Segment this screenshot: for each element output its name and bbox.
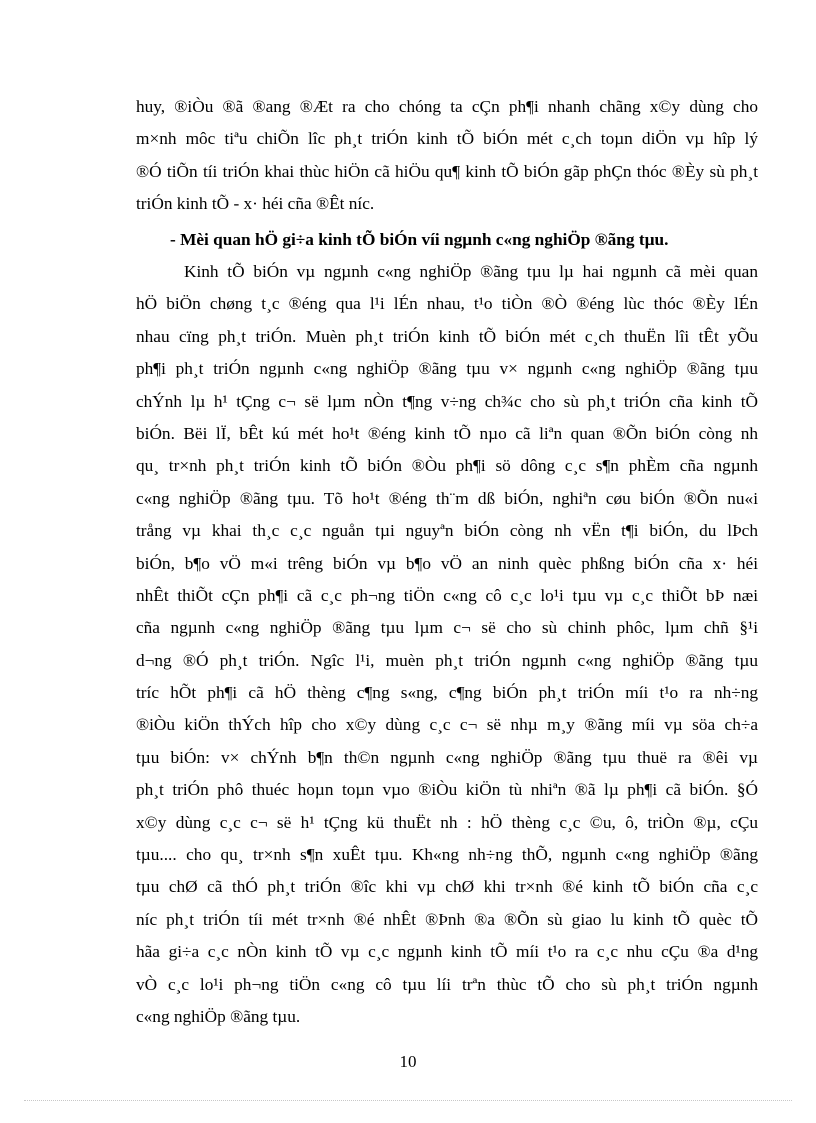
text-line: tµu chØ cã thÓ ph¸t triÓn ®îc khi vµ chØ khi tr×nh ®é kinh tÕ biÓn cña c¸c	[136, 877, 758, 897]
intro-paragraph	[136, 91, 758, 221]
text-line: ph¶i ph¸t triÓn ngµnh c«ng nghiÖp ®ãng tµu v× ngµnh c«ng nghiÖp ®ãng tµu	[136, 359, 758, 379]
page-divider	[24, 1100, 792, 1101]
text-line: biÓn, b¶o vÖ m«i trêng biÓn vµ b¶o vÖ an ninh quèc phßng biÓn cña x· héi	[136, 553, 758, 573]
body-paragraph	[136, 256, 758, 1033]
text-line: nhau cïng ph¸t triÓn. Muèn ph¸t triÓn kinh tÕ biÓn mét c¸ch thuËn lîi tÊt yÕu	[136, 326, 758, 346]
text-line: huy, ®iÒu ®ã ®ang ®Æt ra cho chóng ta cÇn ph¶i nhanh chãng x©y dùng cho	[136, 97, 758, 116]
text-line: qu¸ tr×nh ph¸t triÓn kinh tÕ biÓn ®Òu ph¶i sö dông c¸c s¶n phÈm cña ngµnh	[136, 456, 758, 476]
text-line: ph¸t triÓn phô thuéc hoµn toµn vµo ®iÒu kiÖn tù nhiªn ®ã lµ ph¶i cã biÓn. §Ó	[136, 780, 758, 800]
text-line: ®Ó tiÕn tíi triÓn khai thùc hiÖn cã hiÖu qu¶ kinh tÕ biÓn gãp phÇn thóc ®Èy sù ph¸t	[136, 161, 758, 181]
text-line: níc ph¸t triÓn tíi mét tr×nh ®é nhÊt ®Þnh ®a ®Õn sù giao lu kinh tÕ quèc tÕ	[136, 909, 758, 929]
section-heading-block	[136, 224, 758, 256]
text-line: c«ng nghiÖp ®ãng tµu.	[136, 1006, 301, 1026]
text-line: hãa gi÷a c¸c nÒn kinh tÕ vµ c¸c ngµnh kinh tÕ míi t¹o ra c¸c nhu cÇu ®a d¹ng	[136, 942, 758, 962]
page-number: 10	[399, 1052, 417, 1071]
text-line: Kinh tÕ biÓn vµ ngµnh c«ng nghiÖp ®ãng tµu lµ hai ngµnh cã mèi quan	[184, 262, 758, 281]
text-line: hÖ biÖn chøng t¸c ®éng qua l¹i lÉn nhau, t¹o tiÒn ®Ò ®éng lùc thóc ®Èy lÉn	[136, 294, 758, 314]
text-line: x©y dùng c¸c c¬ së h¹ tÇng kü thuËt nh : hÖ thèng c¸c ©u, ô, triÒn ®µ, cÇu	[136, 812, 758, 832]
text-line: nhÊt thiÕt cÇn ph¶i cã c¸c ph¬ng tiÖn c«ng cô c¸c lo¹i tµu vµ c¸c thiÕt bÞ næi	[136, 585, 758, 605]
text-line: tµu.... cho qu¸ tr×nh s¶n xuÊt tµu. Kh«ng nh÷ng thÕ, ngµnh c«ng nghiÖp ®ãng	[136, 845, 758, 865]
text-line: chÝnh lµ h¹ tÇng c¬ së lµm nÒn t¶ng v÷ng ch¾c cho sù ph¸t triÓn cña kinh tÕ	[136, 391, 758, 411]
text-line: ®iÒu kiÖn thÝch hîp cho x©y dùng c¸c c¬ së nhµ m¸y ®ãng míi vµ söa ch÷a	[136, 715, 758, 735]
text-line: c«ng nghiÖp ®ãng tµu. Tõ ho¹t ®éng th¨m dß biÓn, nghiªn cøu biÓn ®Õn nu«i	[136, 488, 758, 508]
text-line: cña ngµnh c«ng nghiÖp ®ãng tµu lµm c¬ së cho sù chinh phôc, lµm chñ §¹i	[136, 618, 758, 638]
text-line: trång vµ khai th¸c c¸c nguån tµi nguyªn biÓn còng nh vËn t¶i biÓn, du lÞch	[136, 521, 758, 541]
text-line: vÒ c¸c lo¹i ph¬ng tiÖn c«ng cô tµu líi trªn thùc tÕ cho sù ph¸t triÓn ngµnh	[136, 974, 758, 994]
section-heading: - Mèi quan hÖ gi÷a kinh tÕ biÓn víi ngµnh c«ng nghiÖp ®ãng tµu.	[170, 230, 669, 249]
text-line: biÓn. Bëi lÏ, bÊt kú mét ho¹t ®éng kinh tÕ nµo cã liªn quan ®Õn biÓn còng nh	[136, 423, 758, 443]
text-line: tµu biÓn: v× chÝnh b¶n th©n ngµnh c«ng nghiÖp ®ãng tµu thuë ra ®êi vµ	[136, 747, 758, 767]
text-line: m×nh môc tiªu chiÕn lîc ph¸t triÓn kinh tÕ biÓn mét c¸ch toµn diÖn vµ hîp lý	[136, 129, 758, 149]
text-line: tríc hÕt ph¶i cã hÖ thèng c¶ng s«ng, c¶ng biÓn ph¸t triÓn míi t¹o ra nh÷ng	[136, 683, 758, 703]
text-line: d¬ng ®Ó ph¸t triÓn. Ngîc l¹i, muèn ph¸t triÓn ngµnh c«ng nghiÖp ®ãng tµu	[136, 650, 758, 670]
text-line: triÓn kinh tÕ - x· héi cña ®Êt níc.	[136, 194, 375, 214]
